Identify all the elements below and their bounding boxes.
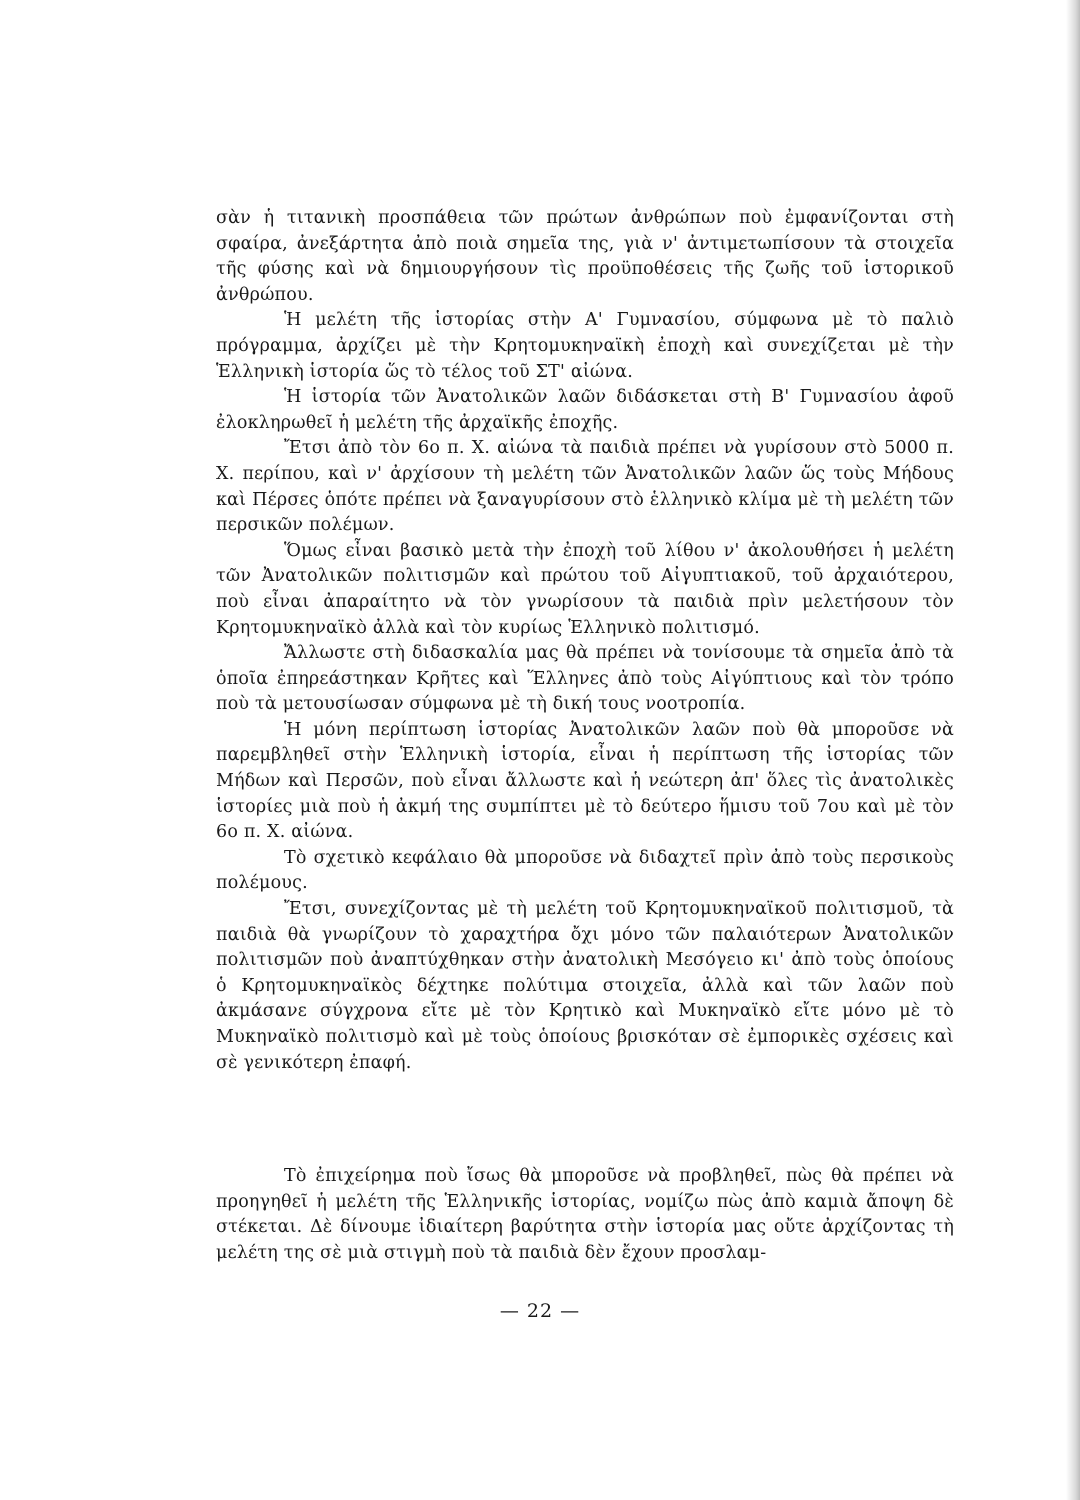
paragraph: Ἔτσι, συνεχίζοντας μὲ τὴ μελέτη τοῦ Κρητομυκηναϊκοῦ πολιτισμοῦ, τὰ παιδιὰ θὰ γνωρίζουν τὸ χαραχτήρα ὄχι μόνο τῶν παλαιότερων Ἀνατολικῶν πολιτισμῶν ποὺ ἀναπτύχθηκαν στὴν ἀνατολικὴ Μεσόγειο κι' ἀπὸ τοὺς ὁποίους ὁ Κρητομυκηναϊκὸς δέχτηκε πολύτιμα στοιχεῖα, ἀλλὰ καὶ τῶν λαῶν ποὺ ἀκμάσανε σύγχρονα εἴτε μὲ τὸν Κρητικὸ καὶ Μυκηναϊκὸ εἴτε μόνο μὲ τὸ Μυκηναϊκὸ πολιτισμὸ καὶ μὲ τοὺς ὁποίους βρισκόταν σὲ ἐμπορικὲς σχέσεις καὶ σὲ γενικότερη ἐπαφή. (216, 899, 954, 1073)
paragraph: Ἡ ἱστορία τῶν Ἀνατολικῶν λαῶν διδάσκεται στὴ Β' Γυμνασίου ἀφοῦ ἐλοκληρωθεῖ ἡ μελέτη τῆς ἀρχαϊκῆς ἐποχῆς. (216, 387, 954, 433)
page-number: — 22 — (499, 1300, 581, 1322)
paragraph: Ὅμως εἶναι βασικὸ μετὰ τὴν ἐποχὴ τοῦ λίθου ν' ἀκολουθήσει ἡ μελέτη τῶν Ἀνατολικῶν πολιτισμῶν καὶ πρώτου τοῦ Αἰγυπτιακοῦ, τοῦ ἀρχαιότερου, ποὺ εἶναι ἀπαραίτητο νὰ τὸν γνωρίσουν τὰ παιδιὰ πρὶν μελετήσουν τὸν Κρητομυκηναϊκὸ ἀλλὰ καὶ τὸν κυρίως Ἑλληνικὸ πολιτισμό. (216, 540, 954, 638)
paragraph: Τὸ ἐπιχείρημα ποὺ ἴσως θὰ μποροῦσε νὰ προβληθεῖ, πὼς θὰ πρέπει νὰ προηγηθεῖ ἡ μελέτη τῆς Ἑλληνικῆς ἱστορίας, νομίζω πὼς ἀπὸ καμιὰ ἄποψη δὲ στέκεται. Δὲ δίνουμε ἰδιαίτερη βαρύτητα στὴν ἱστορία μας οὔτε ἀρχίζοντας τὴ μελέτη της σὲ μιὰ στιγμὴ ποὺ τὰ παιδιὰ δὲν ἔχουν προσλαμ- (216, 1166, 954, 1263)
paragraph: Τὸ σχετικὸ κεφάλαιο θὰ μποροῦσε νὰ διδαχτεῖ πρὶν ἀπὸ τοὺς περσικοὺς πολέμους. (216, 847, 954, 894)
paragraph: Ἄλλωστε στὴ διδασκαλία μας θὰ πρέπει νὰ τονίσουμε τὰ σημεῖα ἀπὸ τὰ ὁποῖα ἐπηρεάστηκαν Κρῆτες καὶ Ἕλληνες ἀπὸ τοὺς Αἰγύπτιους καὶ τὸν τρόπο ποὺ τὰ μετουσίωσαν σύμφωνα μὲ τὴ δική τους νοοτροπία. (216, 643, 954, 715)
second-text-block (216, 1164, 954, 1266)
paragraph: Ἔτσι ἀπὸ τὸν 6ο π. Χ. αἰώνα τὰ παιδιὰ πρέπει νὰ γυρίσουν στὸ 5000 π. Χ. περίπου, καὶ ν' ἀρχίσουν τὴ μελέτη τῶν Ἀνατολικῶν λαῶν ὥς τοὺς Μήδους καὶ Πέρσες ὁπότε πρέπει νὰ ξαναγυρίσουν στὸ ἑλληνικὸ κλίμα μὲ τὴ μελέτη τῶν περσικῶν πολέμων. (216, 438, 954, 536)
page-edge-shadow (1066, 0, 1080, 1500)
paragraph: Ἡ μόνη περίπτωση ἱστορίας Ἀνατολικῶν λαῶν ποὺ θὰ μποροῦσε νὰ παρεμβληθεῖ στὴν Ἑλληνικὴ ἱστορία, εἶναι ἡ περίπτωση τῆς ἱστορίας τῶν Μήδων καὶ Περσῶν, ποὺ εἶναι ἄλλωστε καὶ ἡ νεώτερη ἀπ' ὅλες τὶς ἀνατολικὲς ἱστορίες μιὰ ποὺ ἡ ἀκμή της συμπίπτει μὲ τὸ δεύτερο ἥμισυ τοῦ 7ου καὶ μὲ τὸν 6ο π. Χ. αἰώνα. (216, 719, 954, 843)
paragraph-continuation: σὰν ἡ τιτανικὴ προσπάθεια τῶν πρώτων ἀνθρώπων ποὺ ἐμφανίζονται στὴ σφαίρα, ἀνεξάρτητα ἀπὸ ποιὰ σημεῖα της, γιὰ ν' ἀντιμετωπίσουν τὰ στοιχεῖα τῆς φύσης καὶ νὰ δημιουργήσουν τὶς προϋποθέσεις τῆς ζωῆς τοῦ ἱστορικοῦ ἀνθρώπου. (216, 208, 954, 305)
main-text-block (216, 206, 954, 1076)
paragraph: Ἡ μελέτη τῆς ἱστορίας στὴν Α' Γυμνασίου, σύμφωνα μὲ τὸ παλιὸ πρόγραμμα, ἀρχίζει μὲ τὴν Κρητομυκηναϊκὴ ἐποχὴ καὶ συνεχίζεται μὲ τὴν Ἑλληνικὴ ἱστορία ὥς τὸ τέλος τοῦ ΣΤ' αἰώνα. (216, 310, 954, 382)
